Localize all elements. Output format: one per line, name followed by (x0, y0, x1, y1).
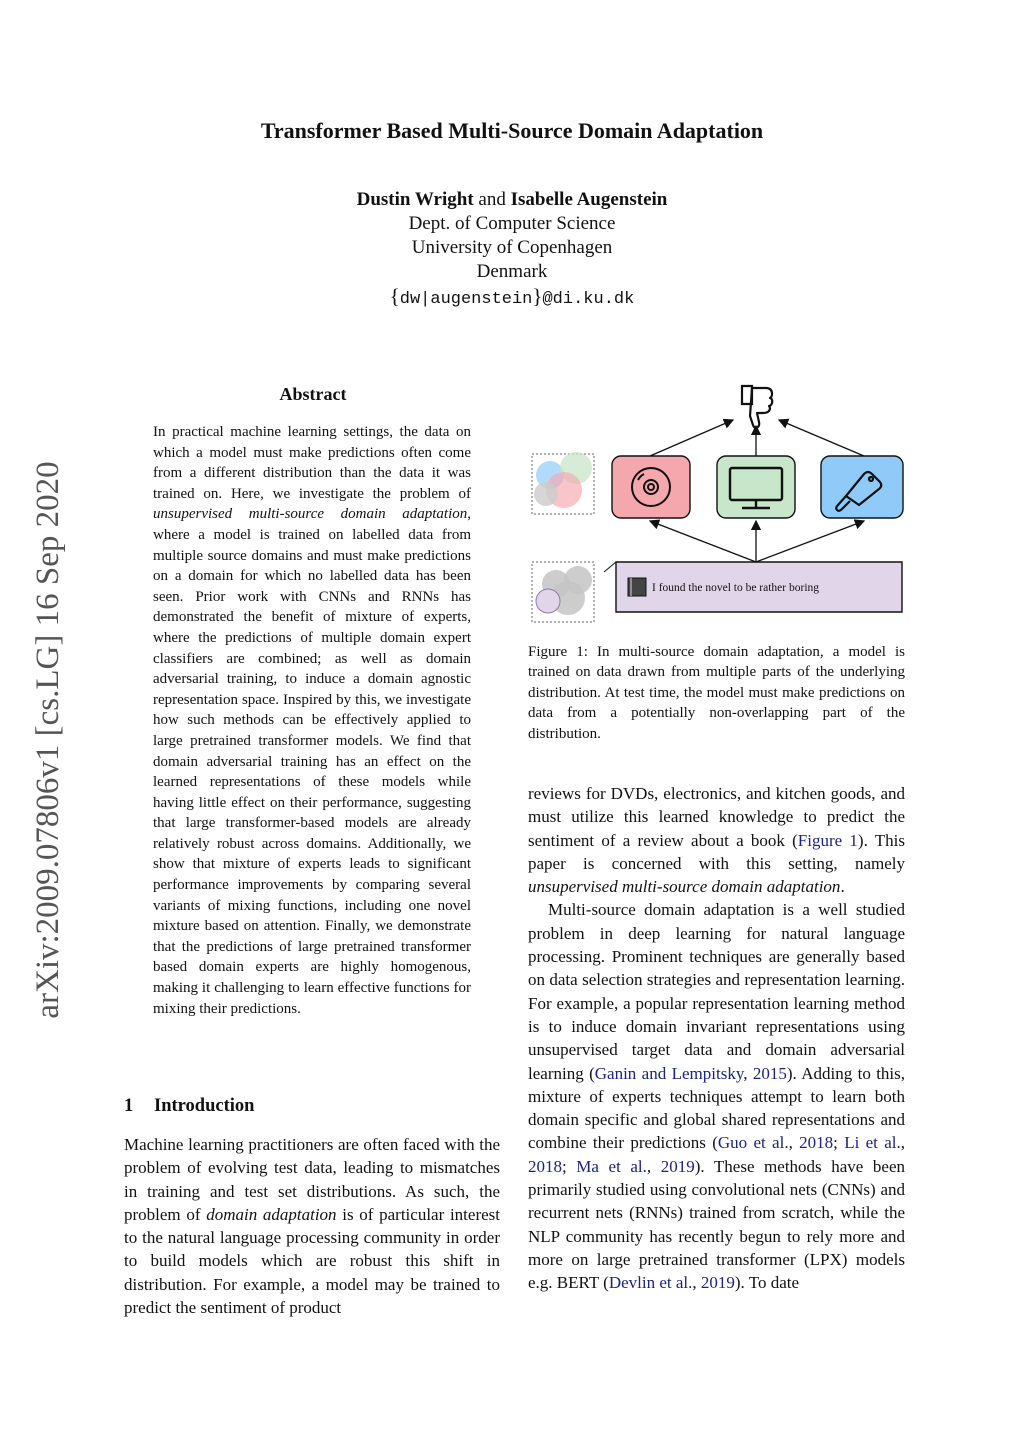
abstract-text-2: , where a model is trained on labelled data from multiple source domains and must make predictions on a domain for which no labelled data has been seen. Prior work with CNNs and RNNs has demonstrated the benefit of mixture of experts, where the predictions of multiple domain expert classifiers are combined; as well as domain adversarial training, to induce a domain agnostic representation space. Inspired by this, we investigate how such methods can be effectively applied to large pretrained transformer models. We find that domain adversarial training has an effect on the learned representations of these models while having little effect on their performance, suggesting that large transformer-based models are already relatively robust across domains. Additionally, we show that mixture of experts leads to significant performance improvements by comparing several variants of mixing functions, including one novel mixture based on attention. Finally, we demonstrate that the predictions of large pretrained transformer based domain experts are highly homogenous, making it challenging to learn effective functions for mixing their predictions. (153, 506, 471, 1017)
author-2: Isabelle Augenstein (510, 189, 668, 210)
citation-link[interactable]: Ma et al. (576, 1156, 647, 1176)
author-block (0, 188, 1024, 312)
target-distribution-thumbnail (532, 562, 594, 622)
author-university: University of Copenhagen (411, 237, 613, 258)
kitchen-expert-box (821, 456, 903, 518)
abstract-body (153, 422, 471, 1019)
author-email: {dw|augenstein}@di.ku.dk (389, 284, 635, 309)
section-heading-introduction (124, 1096, 254, 1117)
right-text: ). To date (734, 1273, 800, 1293)
target-review-box (604, 562, 902, 612)
section-title: Introduction (154, 1096, 255, 1116)
citation-year-link[interactable]: 2018 (799, 1133, 834, 1153)
right-paragraph-2: Multi-source domain adaptation is a well studied problem in deep learning for natural language processing. Prominent techniques are generally based on data selection strategies and representation learning. For example, a popular representation learning method is to induce domain invariant representations using unsupervised target data and domain adversarial learning (Ganin and Lempitsky, 2015). Adding to this, mixture of experts techniques attempt to learn both domain specific and global shared representations and combine their predictions (Guo et al., 2018; Li et al., 2018; Ma et al., 2019). These methods have been primarily studied using convolutional nets (CNNs) and recurrent nets (RNNs) trained from scratch, while the NLP community has recently begun to rely more and more on large pretrained transformer (LPX) models e.g. BERT (Devlin et al., 2019). To date (528, 900, 906, 1293)
email-domain: @di.ku.dk (542, 290, 635, 309)
citation-link[interactable]: Guo et al. (717, 1133, 789, 1153)
abstract-emphasis: unsupervised multi-source domain adaptation (153, 506, 468, 523)
kitchen-expert-background (821, 456, 903, 518)
intro-text-2: is of particular interest to the natural language processing community in order to build models which are robust this shift in distribution. For example, a model may be trained to predict the sentiment of product (124, 1204, 500, 1318)
citation-year-link[interactable]: 2015 (752, 1063, 787, 1083)
section-number: 1 (124, 1096, 134, 1116)
right-emphasis: unsupervised multi-source domain adaptation (528, 877, 841, 897)
right-text: ). This paper is concerned with this setting, namely (528, 830, 905, 873)
electronics-expert-box (717, 456, 795, 518)
intro-emphasis: domain adaptation (206, 1204, 337, 1224)
citation-link[interactable]: Li et al. (844, 1133, 901, 1153)
citation-year-link[interactable]: 2018 (528, 1156, 562, 1176)
author-department: Dept. of Computer Science (408, 213, 616, 234)
dvd-expert-background (612, 456, 690, 518)
right-text: reviews for DVDs, electronics, and kitchen goods, and must utilize this learned knowledge to predict the sentiment of a review about a book ( (528, 784, 905, 850)
book-icon (628, 578, 646, 596)
citation-link[interactable]: Devlin et al. (608, 1273, 693, 1293)
author-conjunction: and (478, 189, 506, 210)
abstract-text-1: In practical machine learning settings, the data on which a model must make predictions often come from a different distribution than the data it was trained on. Here, we investigate the problem of (153, 424, 471, 502)
author-1: Dustin Wright (356, 189, 474, 210)
dvd-expert-box (612, 456, 690, 518)
email-users: dw|augenstein (399, 290, 533, 309)
arrows-to-experts (650, 521, 864, 562)
abstract-heading: Abstract (279, 384, 347, 404)
thumbs-down-icon (742, 386, 772, 428)
citation-link[interactable]: Ganin and Lempitsky (594, 1063, 744, 1083)
citation-year-link[interactable]: 2019 (660, 1156, 695, 1176)
source-distribution-thumbnail (532, 452, 594, 514)
right-text: Multi-source domain adaptation is a well studied problem in deep learning for natural language processing. Prominent techniques are generally based on data selection strategies and representation learning. For example, a popular representation learning method is to induce domain invariant representations using unsupervised target data and domain adversarial learning ( (528, 900, 905, 1083)
figure-reference-link[interactable]: Figure 1 (797, 830, 858, 850)
figure-1-diagram (528, 376, 908, 628)
right-paragraph-1 (528, 782, 905, 898)
figure-1-caption: Figure 1: In multi-source domain adaptation, a model is trained on data drawn from multiple parts of the underlying distribution. At test time, the model must make predictions on data from a potentially non-overlapping part of the distribution. (528, 644, 905, 742)
author-country: Denmark (476, 261, 548, 282)
introduction-paragraph (124, 1133, 500, 1319)
citation-year-link[interactable]: 2019 (700, 1273, 735, 1293)
arrows-to-prediction (650, 420, 864, 456)
intro-text-1: Machine learning practitioners are often faced with the problem of evolving test data, leading to mismatches in training and test set distributions. As such, the problem of (124, 1135, 500, 1224)
arxiv-identifier: arXiv:2009.07806v1 [cs.LG] 16 Sep 2020 (30, 461, 66, 1019)
author-names (0, 188, 1024, 212)
right-text: ). Adding to this, mixture of experts techniques attempt to learn both domain specific and global shared representations and combine their predictions ( (528, 1063, 906, 1153)
right-text: . (840, 877, 845, 897)
paper-title: Transformer Based Multi-Source Domain Adaptation (260, 118, 764, 143)
target-review-text: I found the novel to be rather boring (652, 582, 820, 594)
right-column-body (528, 782, 905, 1295)
right-text: ). These methods have been primarily studied using convolutional nets (CNNs) and recurrent nets (RNNs) trained from scratch, while the NLP community has recently begun to rely more and more on large pretrained transformer (LPX) models e.g. BERT ( (528, 1156, 905, 1293)
